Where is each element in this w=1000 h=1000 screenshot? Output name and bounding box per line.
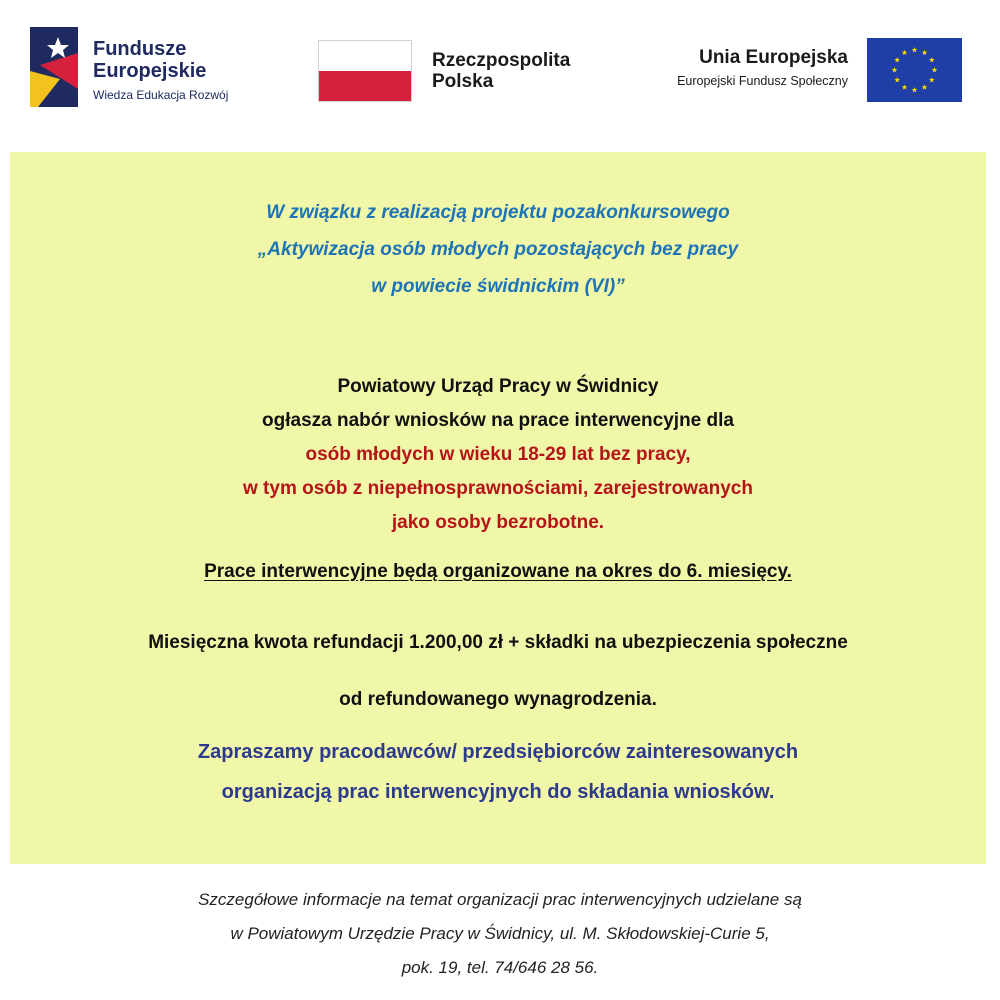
fe-line1: Fundusze: [93, 38, 187, 60]
project-intro: [10, 194, 986, 305]
rp-line1: Rzeczpospolita: [432, 50, 571, 71]
eu-flag-icon: [867, 38, 962, 102]
footer-line: pok. 19, tel. 74/646 28 56.: [401, 958, 599, 977]
polish-flag-icon: [318, 40, 412, 102]
fundusze-europejskie-logo-icon: [30, 27, 78, 107]
rzeczpospolita-polska-text: [432, 50, 570, 92]
duration-note: [10, 561, 986, 583]
footer-line: w Powiatowym Urzędzie Pracy w Świdnicy, ul. M. Skłodowskiej-Curie 5,: [230, 924, 770, 943]
refund-line: od refundowanego wynagrodzenia.: [339, 689, 657, 710]
contact-footer: [0, 883, 1000, 985]
duration-text: Prace interwencyjne będą organizowane na okres do 6. miesięcy.: [204, 561, 792, 582]
fe-line2: Europejskie: [93, 60, 207, 82]
rp-line2: Polska: [432, 71, 494, 92]
invite-line: organizacją prac interwencyjnych do składania wniosków.: [221, 781, 775, 803]
footer-line: Szczegółowe informacje na temat organizacji prac interwencyjnych udzielane są: [198, 890, 802, 909]
refund-line: Miesięczna kwota refundacji 1.200,00 zł + składki na ubezpieczenia społeczne: [148, 632, 848, 653]
announcement-panel: [10, 152, 986, 864]
intro-line: „Aktywizacja osób młodych pozostających bez pracy: [257, 239, 739, 260]
logo-bar: [0, 0, 1000, 130]
announcement: [10, 370, 986, 540]
refund-info: [10, 614, 986, 728]
ue-subtitle: Europejski Fundusz Społeczny: [677, 74, 848, 88]
fundusze-europejskie-text: [93, 38, 228, 102]
intro-line: w powiecie świdnickim (VI)”: [371, 276, 625, 297]
target-group-line: jako osoby bezrobotne.: [391, 512, 605, 533]
target-group-line: osób młodych w wieku 18-29 lat bez pracy,: [305, 444, 691, 465]
ue-title: Unia Europejska: [699, 47, 848, 68]
unia-europejska-text: [677, 47, 848, 88]
announce-line: ogłasza nabór wniosków na prace interwencyjne dla: [262, 410, 734, 431]
invite-line: Zapraszamy pracodawców/ przedsiębiorców zainteresowanych: [197, 741, 799, 763]
announce-line: Powiatowy Urząd Pracy w Świdnicy: [337, 376, 659, 397]
fe-line3: Wiedza Edukacja Rozwój: [93, 88, 229, 102]
target-group-line: w tym osób z niepełnosprawnościami, zarejestrowanych: [243, 478, 753, 499]
intro-line: W związku z realizacją projektu pozakonkursowego: [266, 202, 730, 223]
employer-invitation: [10, 732, 986, 812]
